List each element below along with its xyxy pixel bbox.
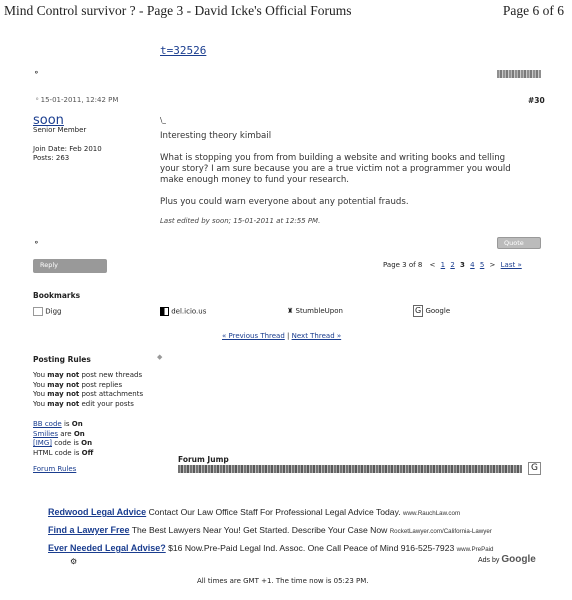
post-line-2: What is stopping you from from building a website and writing books and telling your story? I am sure because you are a true victim not a programmer you would make enough money to fund your research. bbox=[160, 153, 511, 185]
bookmark-stumbleupon-label: StumbleUpon bbox=[295, 307, 343, 315]
code-rule: Smilies are On bbox=[33, 429, 85, 438]
bookmark-digg-label: Digg bbox=[45, 307, 62, 316]
ad-2-text: The Best Lawyers Near You! Get Started. Describe Your Case Now bbox=[129, 525, 388, 535]
post-mark: \_ bbox=[160, 116, 166, 124]
page-link-5[interactable]: 5 bbox=[479, 261, 485, 269]
delicious-icon bbox=[160, 307, 169, 316]
google-icon: G bbox=[415, 306, 422, 315]
ad-1-url[interactable]: www.RauchLaw.com bbox=[403, 510, 461, 517]
url-fragment[interactable]: t=32526 bbox=[160, 44, 207, 57]
ads-by-label: Ads by bbox=[478, 557, 500, 564]
author-join-date: Join Date: Feb 2010 bbox=[33, 145, 102, 153]
footer-time: All times are GMT +1. The time now is 05:23 PM. bbox=[197, 577, 369, 585]
forum-jump-select[interactable] bbox=[178, 465, 522, 473]
page-title: Mind Control survivor ? - Page 3 - David Icke's Official Forums bbox=[4, 3, 352, 18]
bookmark-google-label: Google bbox=[425, 307, 451, 315]
page-current: 3 bbox=[460, 261, 465, 269]
pagination bbox=[383, 261, 522, 269]
thread-nav bbox=[222, 332, 341, 340]
pagination-next[interactable]: > bbox=[489, 261, 496, 269]
google-logo: Google bbox=[501, 554, 536, 565]
post-edit-note: Last edited by soon; 15-01-2011 at 12:55 PM. bbox=[160, 217, 321, 225]
ad-1-text: Contact Our Law Office Staff For Professional Legal Advice Today. bbox=[146, 507, 401, 517]
next-thread-link[interactable]: Next Thread » bbox=[291, 332, 342, 340]
bookmark-delicious[interactable] bbox=[160, 307, 206, 316]
post-status-icon: ⚬ bbox=[33, 238, 40, 247]
ad-3 bbox=[48, 543, 493, 553]
img-code-link[interactable]: [IMG] bbox=[33, 439, 52, 447]
posting-rules-heading: Posting Rules bbox=[33, 355, 91, 364]
collapse-icon[interactable]: ◆ bbox=[157, 353, 163, 361]
post-icon: ⚬ bbox=[33, 68, 40, 77]
ad-2-title[interactable]: Find a Lawyer Free bbox=[48, 525, 130, 535]
smilies-link[interactable]: Smilies bbox=[33, 429, 59, 438]
rule-line: You may not post replies bbox=[33, 380, 123, 389]
thread-nav-separator: | bbox=[287, 332, 290, 340]
ad-1 bbox=[48, 507, 460, 517]
post-number[interactable]: #30 bbox=[528, 96, 545, 105]
author-post-count: Posts: 263 bbox=[33, 154, 70, 162]
forum-jump-go-button[interactable]: G bbox=[528, 462, 541, 475]
ad-choices-icon[interactable]: ⚙ bbox=[70, 557, 78, 566]
forum-jump-label: Forum Jump bbox=[178, 455, 229, 464]
ad-3-text: $16 Now.Pre-Paid Legal Ind. Assoc. One Call Peace of Mind 916-525-7923 bbox=[165, 543, 455, 553]
pagination-label: Page 3 of 8 bbox=[383, 261, 423, 269]
bookmark-stumbleupon[interactable] bbox=[287, 307, 343, 315]
post-author[interactable]: soon bbox=[33, 113, 64, 128]
digg-icon bbox=[33, 307, 43, 316]
stumbleupon-icon: ♜ bbox=[287, 307, 294, 315]
post-top-graphic bbox=[497, 70, 541, 78]
ad-3-title[interactable]: Ever Needed Legal Advise? bbox=[48, 543, 166, 553]
quote-button-label: Quote bbox=[504, 239, 524, 247]
bb-code-link[interactable]: BB code bbox=[33, 420, 62, 428]
post-date-text: 15-01-2011, 12:42 PM bbox=[40, 96, 119, 104]
bookmark-google[interactable] bbox=[413, 305, 450, 317]
ad-1-title[interactable]: Redwood Legal Advice bbox=[48, 507, 147, 517]
post-date bbox=[36, 96, 118, 104]
pagination-first[interactable]: < bbox=[429, 261, 436, 269]
rule-line: You may not post new threads bbox=[33, 371, 143, 379]
bookmark-digg[interactable] bbox=[33, 307, 61, 316]
author-role: Senior Member bbox=[33, 126, 87, 134]
ad-3-url[interactable]: www.PrePaid bbox=[456, 546, 494, 553]
code-rule: HTML code is Off bbox=[33, 448, 94, 457]
previous-thread-link[interactable]: « Previous Thread bbox=[222, 332, 285, 340]
post-date-icon: ⁰ bbox=[36, 97, 39, 104]
posting-rules-list bbox=[33, 371, 143, 409]
ads-by-google[interactable] bbox=[478, 554, 536, 565]
rule-line: You may not post attachments bbox=[33, 390, 144, 398]
page-link-2[interactable]: 2 bbox=[450, 261, 455, 269]
post-line-3: Plus you could warn everyone about any potential frauds. bbox=[160, 197, 409, 207]
ad-2 bbox=[48, 525, 492, 535]
quote-button[interactable] bbox=[497, 237, 541, 249]
code-rule: BB code is On bbox=[33, 420, 83, 428]
pagination-last[interactable]: Last » bbox=[500, 261, 522, 269]
post-line-1: Interesting theory kimbail bbox=[160, 131, 272, 141]
bookmark-delicious-label: del.icio.us bbox=[171, 307, 207, 316]
rule-line: You may not edit your posts bbox=[33, 399, 134, 408]
post-body bbox=[160, 131, 520, 208]
page-link-1[interactable]: 1 bbox=[440, 261, 446, 269]
code-rules-list bbox=[33, 420, 93, 458]
code-rule: [IMG] code is On bbox=[33, 439, 93, 447]
page-number: Page 6 of 6 bbox=[502, 3, 564, 18]
reply-button[interactable] bbox=[33, 259, 107, 273]
page-link-4[interactable]: 4 bbox=[470, 261, 475, 269]
ad-2-url[interactable]: RocketLawyer.com/California-Lawyer bbox=[389, 528, 492, 535]
reply-button-label: Reply bbox=[40, 261, 59, 269]
bookmarks-heading: Bookmarks bbox=[33, 291, 81, 300]
forum-rules-link[interactable]: Forum Rules bbox=[33, 465, 77, 473]
